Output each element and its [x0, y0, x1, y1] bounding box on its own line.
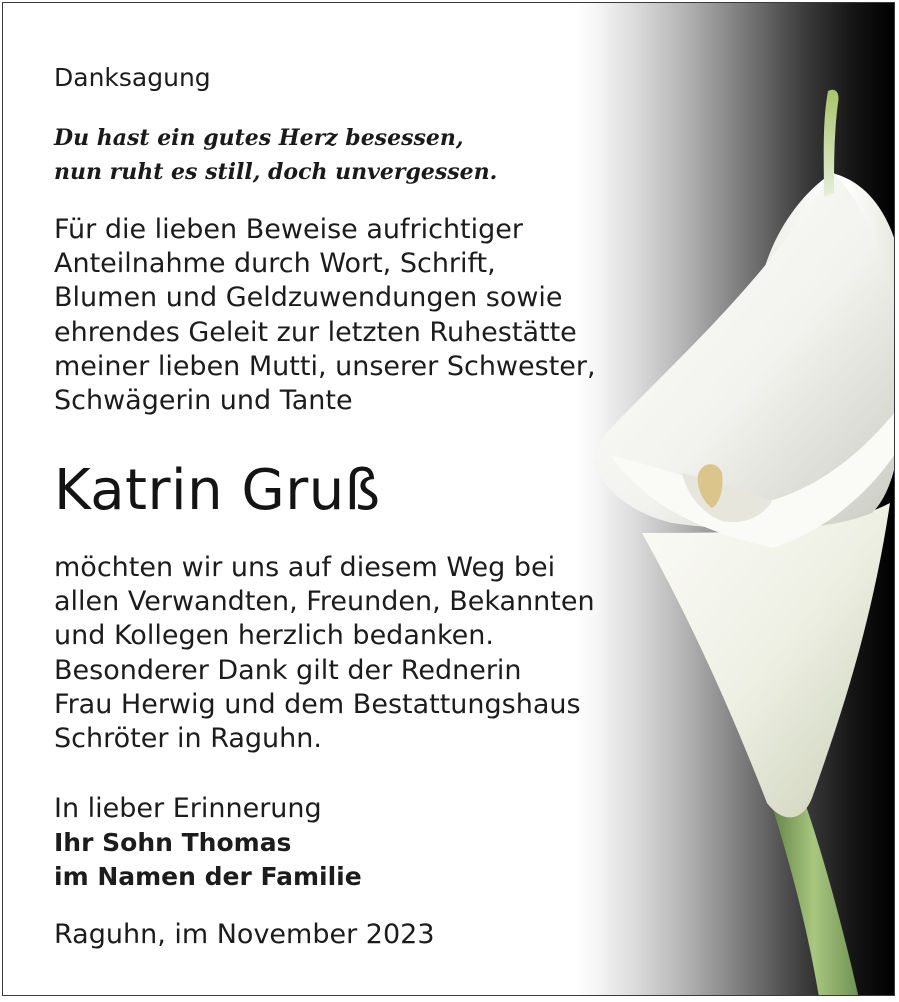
deceased-name: Katrin Gruß — [54, 458, 381, 523]
memorial-motto: Du hast ein gutes Herz besessen, nun ruht es still, doch unvergessen. — [54, 125, 498, 185]
thanks-paragraph-2: möchten wir uns auf diesem Weg bei allen Verwandten, Freunden, Bekannten und Kollegen herzlich bedanken. Besonderer Dank gilt der Rednerin Frau Herwig und dem Bestattungshaus Schröter in Raguhn. — [54, 552, 595, 755]
signature-names: Ihr Sohn Thomas im Namen der Familie — [54, 828, 362, 891]
notice-text — [3, 3, 623, 995]
signature-intro: In lieber Erinnerung — [54, 793, 322, 824]
obituary-card — [2, 2, 895, 996]
place-date: Raguhn, im November 2023 — [54, 919, 435, 950]
notice-heading: Danksagung — [54, 63, 211, 92]
thanks-paragraph-1: Für die lieben Beweise aufrichtiger Anteilnahme durch Wort, Schrift, Blumen und Geldzuwendungen sowie ehrendes Geleit zur letzten Ruhestätte meiner lieben Mutti, unserer Schwester, Schwägerin und Tante — [54, 214, 596, 417]
